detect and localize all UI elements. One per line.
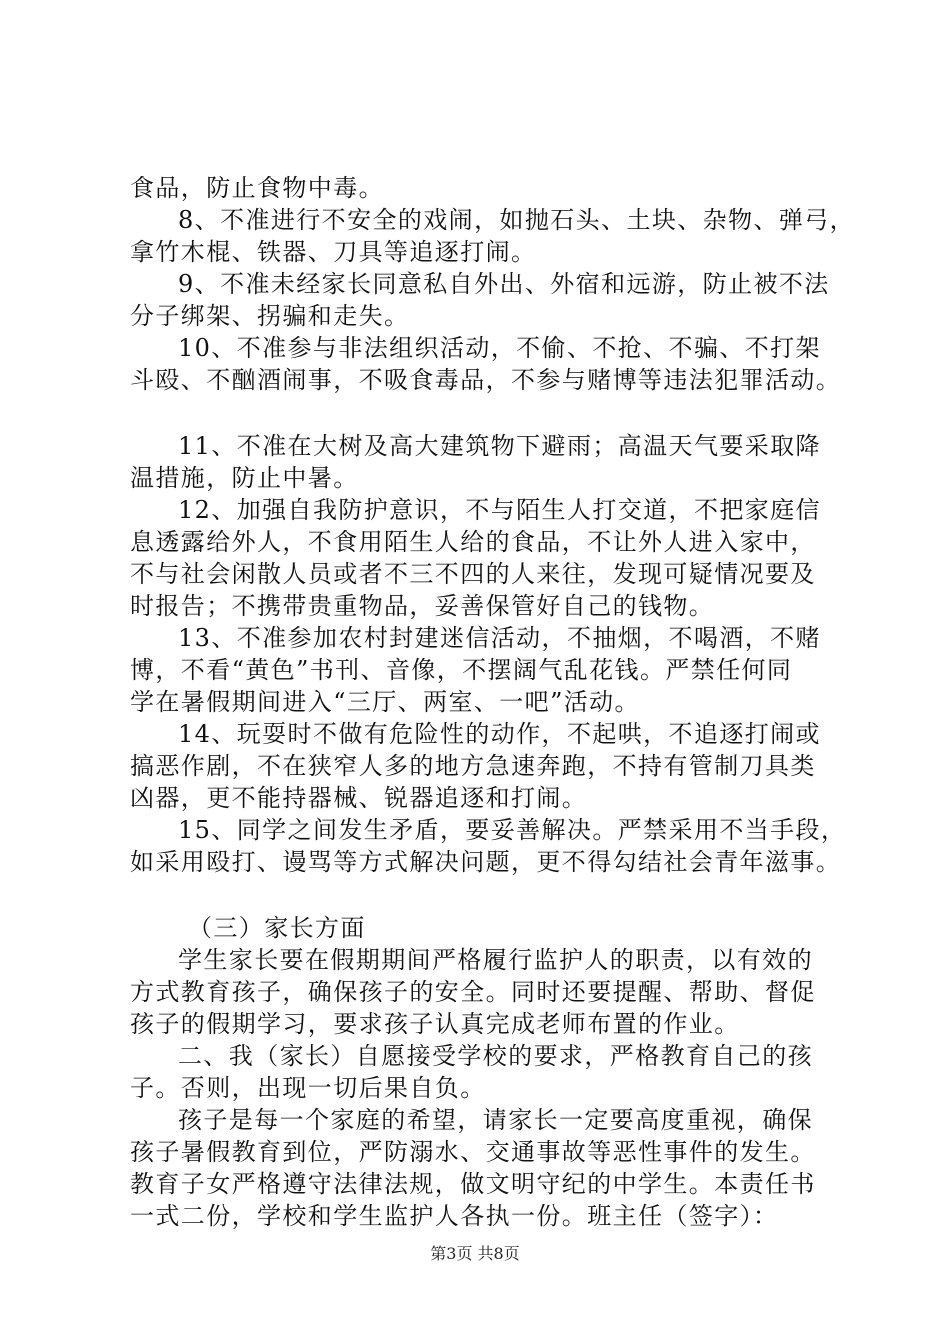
text-line: 学在暑假期间进入“三厅、两室、一吧”活动。: [130, 688, 640, 716]
paragraph-gap: [130, 396, 842, 430]
text-line: 教育子女严格遵守法律法规，做文明守纪的中学生。本责任书: [130, 1170, 816, 1198]
text-line: 学生家长要在假期期间严格履行监护人的职责，以有效的: [178, 946, 813, 974]
document-body: [130, 172, 856, 1232]
page-number-footer: 第3页 共8页: [430, 1244, 520, 1263]
text-line: 14、玩耍时不做有危险性的动作，不起哄，不追逐打闹或: [178, 720, 821, 748]
text-line: 孩子的假期学习，要求孩子认真完成老师布置的作业。: [130, 1010, 740, 1038]
text-line: 8、不准进行不安全的戏闹，如抛石头、土块、杂物、弹弓，: [178, 206, 856, 234]
text-line: 15、同学之间发生矛盾，要妥善解决。严禁采用不当手段，: [178, 816, 847, 844]
text-line: 温措施，防止中暑。: [130, 464, 359, 492]
text-line: 斗殴、不酗酒闹事，不吸食毒品，不参与赌博等违法犯罪活动。: [130, 366, 842, 394]
text-line: 13、不准参加农村封建迷信活动，不抽烟，不喝酒，不赌: [178, 624, 821, 652]
text-line: 拿竹木棍、铁器、刀具等追逐打闹。: [130, 238, 537, 266]
text-line: 博，不看“黄色”书刊、音像，不摆阔气乱花钱。严禁任何同: [130, 656, 793, 684]
text-line: 孩子暑假教育到位，严防溺水、交通事故等恶性事件的发生。: [130, 1138, 816, 1166]
text-line: 时报告；不携带贵重物品，妥善保管好自己的钱物。: [130, 592, 715, 620]
text-line: 11、不准在大树及高大建筑物下避雨；高温天气要采取降: [178, 432, 821, 460]
text-line: 如采用殴打、谩骂等方式解决问题，更不得勾结社会青年滋事。: [130, 848, 842, 876]
text-line: 方式教育孩子，确保孩子的安全。同时还要提醒、帮助、督促: [130, 978, 816, 1006]
text-line: 分子绑架、拐骗和走失。: [130, 302, 410, 330]
text-line: 食品，防止食物中毒。: [130, 174, 384, 202]
text-line: 10、不准参与非法组织活动，不偷、不抢、不骗、不打架: [178, 334, 821, 362]
text-line: 孩子是每一个家庭的希望，请家长一定要高度重视，确保: [178, 1106, 813, 1134]
paragraph-gap: [130, 878, 842, 912]
text-line: 不与社会闲散人员或者不三不四的人来往，发现可疑情况要及: [130, 560, 816, 588]
text-line: 二、我（家长）自愿接受学校的要求，严格教育自己的孩: [178, 1042, 813, 1070]
text-line: 息透露给外人，不食用陌生人给的食品，不让外人进入家中，: [130, 528, 816, 556]
text-line: 9、不准未经家长同意私自外出、外宿和远游，防止被不法: [178, 270, 830, 298]
section-heading: （三）家长方面: [188, 914, 366, 942]
text-line: 子。否则，出现一切后果自负。: [130, 1074, 486, 1102]
text-line: 凶器，更不能持器械、锐器追逐和打闹。: [130, 784, 588, 812]
text-line: 12、加强自我防护意识，不与陌生人打交道，不把家庭信: [178, 496, 821, 524]
text-line: 一式二份，学校和学生监护人各执一份。班主任（签字）：: [130, 1202, 779, 1230]
text-line: 搞恶作剧，不在狭窄人多的地方急速奔跑，不持有管制刀具类: [130, 752, 816, 780]
